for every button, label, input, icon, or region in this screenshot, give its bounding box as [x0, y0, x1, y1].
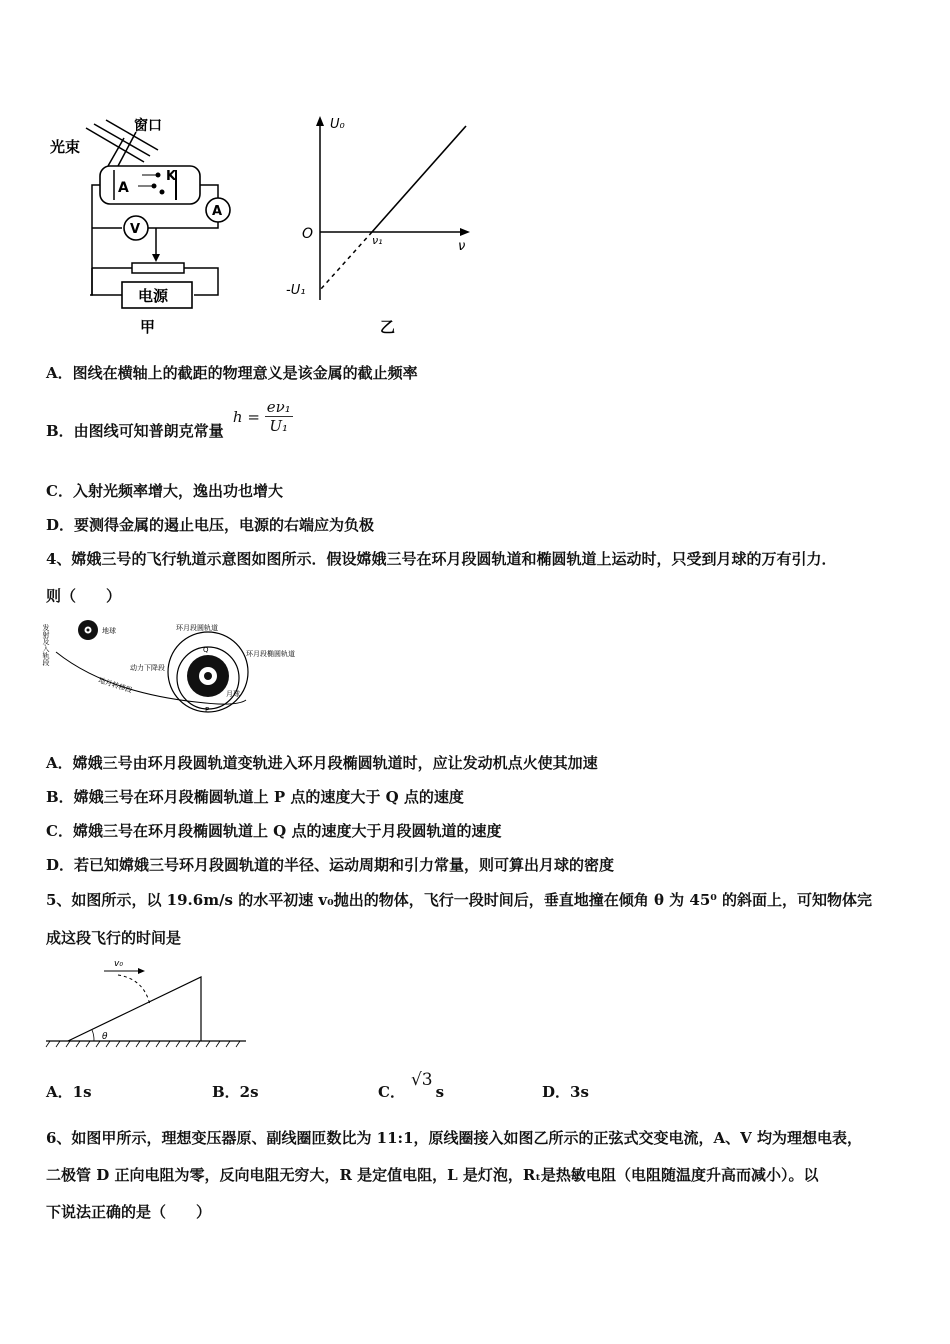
- x-intercept-label: ν₁: [372, 234, 383, 247]
- planck-formula: [232, 398, 293, 447]
- moon-label: 月球: [226, 690, 240, 698]
- q3-option-b-text: B．由图线可知普朗克常量: [46, 422, 224, 440]
- q6-line2: 二极管 D 正向电阻为零，反向电阻无穷大，R 是定值电阻，L 是灯泡，Rₜ是热敏电阻（电阻随温度升高而减小）。以: [46, 1166, 819, 1184]
- q4-stem-line2: 则（ ）: [46, 587, 122, 605]
- q5-option-b: B．2s: [212, 1083, 259, 1101]
- q6-line1: 6、如图甲所示，理想变压器原、副线圈匝数比为 11:1，原线圈接入如图乙所示的正弦式交变电流，A、V 均为理想电表，: [46, 1129, 863, 1147]
- q4-option-a: A．嫦娥三号由环月段圆轨道变轨进入环月段椭圆轨道时，应让发动机点火使其加速: [46, 754, 598, 772]
- circle-orbit-label: 环月段圆轨道: [176, 624, 218, 632]
- q4-option-c: C．嫦娥三号在环月段椭圆轨道上 Q 点的速度大于月段圆轨道的速度: [46, 822, 502, 840]
- y-intercept-label: -U₁: [286, 283, 306, 298]
- circuit-figure: [46, 110, 246, 340]
- y-axis-label: U₀: [330, 117, 345, 132]
- launch-label: 发射及入轨段: [42, 624, 50, 666]
- sqrt3-value: √3: [410, 1070, 433, 1090]
- q4-option-b: B．嫦娥三号在环月段椭圆轨道上 P 点的速度大于 Q 点的速度: [46, 788, 464, 806]
- q4-stem-line1: 4、嫦娥三号的飞行轨道示意图如图所示．假设嫦娥三号在环月段圆轨道和椭圆轨道上运动时，只受到月球的万有引力．: [46, 550, 837, 568]
- v0-label: v₀: [114, 959, 123, 969]
- transfer-label: 地月转移段: [97, 676, 134, 695]
- q3-option-b: [46, 398, 293, 450]
- x-axis-label: ν: [458, 239, 466, 254]
- q5-option-d: D．3s: [542, 1083, 589, 1101]
- voltmeter-label: V: [130, 222, 141, 237]
- A-electrode-label: A: [118, 180, 129, 196]
- incline-figure: [46, 955, 251, 1050]
- q5-option-c-unit: s: [435, 1083, 445, 1101]
- P-point-label: P: [205, 706, 210, 714]
- q5-option-a: A．1s: [46, 1083, 92, 1101]
- formula-lhs: h =: [232, 408, 260, 426]
- q5-stem-line2: 成这段飞行的时间是: [46, 929, 182, 947]
- q5-option-c: [378, 1069, 445, 1101]
- beam-label: 光束: [50, 138, 81, 156]
- figure-jia-caption: 甲: [140, 318, 156, 336]
- theta-label: θ: [102, 1032, 108, 1042]
- window-label: 窗口: [134, 118, 162, 134]
- ammeter-label: A: [212, 204, 223, 219]
- formula-denominator: U₁: [269, 417, 289, 435]
- earth-label: 地球: [102, 627, 116, 635]
- q3-option-c: C．入射光频率增大，逸出功也增大: [46, 482, 283, 500]
- K-electrode-label: K: [166, 169, 177, 184]
- ellipse-orbit-label: 环月段椭圆轨道: [246, 650, 295, 658]
- orbit-figure: [42, 612, 311, 722]
- descent-label: 动力下降段: [130, 664, 165, 672]
- q6-line3: 下说法正确的是（ ）: [46, 1203, 212, 1221]
- formula-numerator: eν₁: [266, 398, 291, 416]
- q5-option-c-prefix: C．: [378, 1083, 405, 1101]
- q3-option-d: D．要测得金属的遏止电压，电源的右端应为负极: [46, 516, 375, 534]
- Q-point-label: Q: [203, 646, 209, 654]
- figure-yi-caption: 乙: [380, 318, 396, 336]
- origin-label: O: [302, 226, 314, 242]
- q4-option-d: D．若已知嫦娥三号环月段圆轨道的半径、运动周期和引力常量，则可算出月球的密度: [46, 856, 615, 874]
- power-source-label: 电源: [138, 287, 169, 305]
- q3-option-a: A．图线在横轴上的截距的物理意义是该金属的截止频率: [46, 364, 418, 382]
- q5-stem-line1: 5、如图所示，以 19.6m/s 的水平初速 v₀抛出的物体，飞行一段时间后，垂直地撞在倾角 θ 为 45⁰ 的斜面上，可知物体完: [46, 891, 873, 909]
- u0-nu-graph: [280, 110, 480, 340]
